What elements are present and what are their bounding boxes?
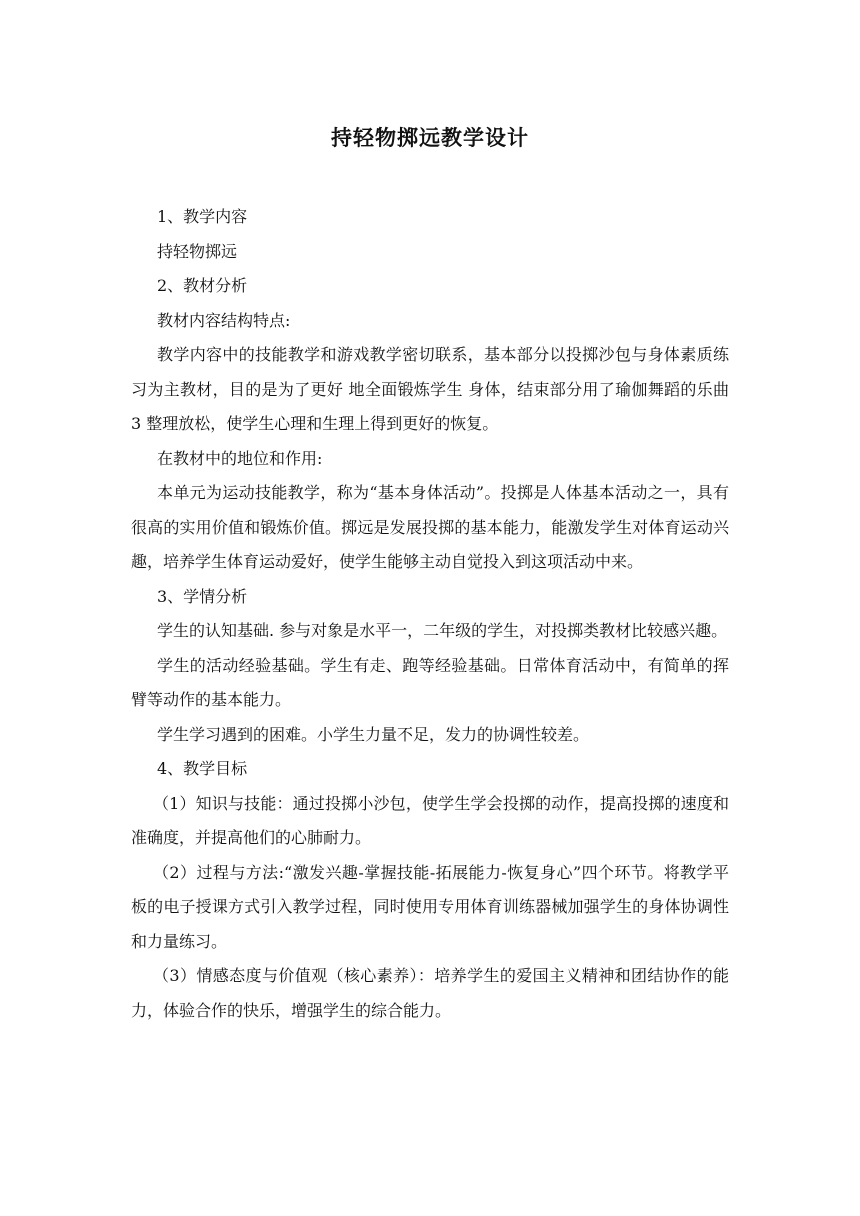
document-body <box>131 200 729 1028</box>
paragraph: （2）过程与方法:“激发兴趣-掌握技能-拓展能力-恢复身心”四个环节。将教学平板的电子授课方式引入教学过程，同时使用专用体育训练器械加强学生的身体协调性和力量练习。 <box>131 862 729 951</box>
paragraph: 持轻物掷远 <box>157 241 238 261</box>
paragraph: 学生的认知基础. 参与对象是水平一，二年级的学生，对投掷类教材比较感兴趣。 <box>157 621 728 640</box>
section-heading: 2、教材分析 <box>157 276 248 295</box>
section-heading: 3、学情分析 <box>157 586 248 606</box>
paragraph: 学生的活动经验基础。学生有走、跑等经验基础。日常体育活动中，有简单的挥臂等动作的基本能力。 <box>131 655 729 709</box>
paragraph: （3）情感态度与价值观（核心素养）：培养学生的爱国主义精神和团结协作的能力，体验合作的快乐，增强学生的综合能力。 <box>131 966 729 1020</box>
paragraph: 在教材中的地位和作用: <box>157 448 323 468</box>
paragraph: 教学内容中的技能教学和游戏教学密切联系，基本部分以投掷沙包与身体素质练习为主教材，目的是为了更好 地全面锻炼学生 身体，结束部分用了瑜伽舞蹈的乐曲 3 整理放松，使学生心理和生理上得到更好的恢复。 <box>131 345 729 433</box>
section-heading: 4、教学目标 <box>157 759 248 778</box>
section-heading: 1、教学内容 <box>157 207 248 226</box>
paragraph: 学生学习遇到的困难。小学生力量不足，发力的协调性较差。 <box>157 724 590 744</box>
document-title: 持轻物掷远教学设计 <box>331 125 529 150</box>
paragraph: （1）知识与技能：通过投掷小沙包，使学生学会投掷的动作，提高投掷的速度和准确度，并提高他们的心肺耐力。 <box>131 793 729 847</box>
paragraph: 本单元为运动技能教学，称为“基本身体活动”。投掷是人体基本活动之一，具有很高的实用价值和锻炼价值。掷远是发展投掷的基本能力，能激发学生对体育运动兴趣，培养学生体育运动爱好，使学生能够主动自觉投入到这项活动中来。 <box>131 483 729 571</box>
paragraph: 教材内容结构特点: <box>157 310 291 330</box>
